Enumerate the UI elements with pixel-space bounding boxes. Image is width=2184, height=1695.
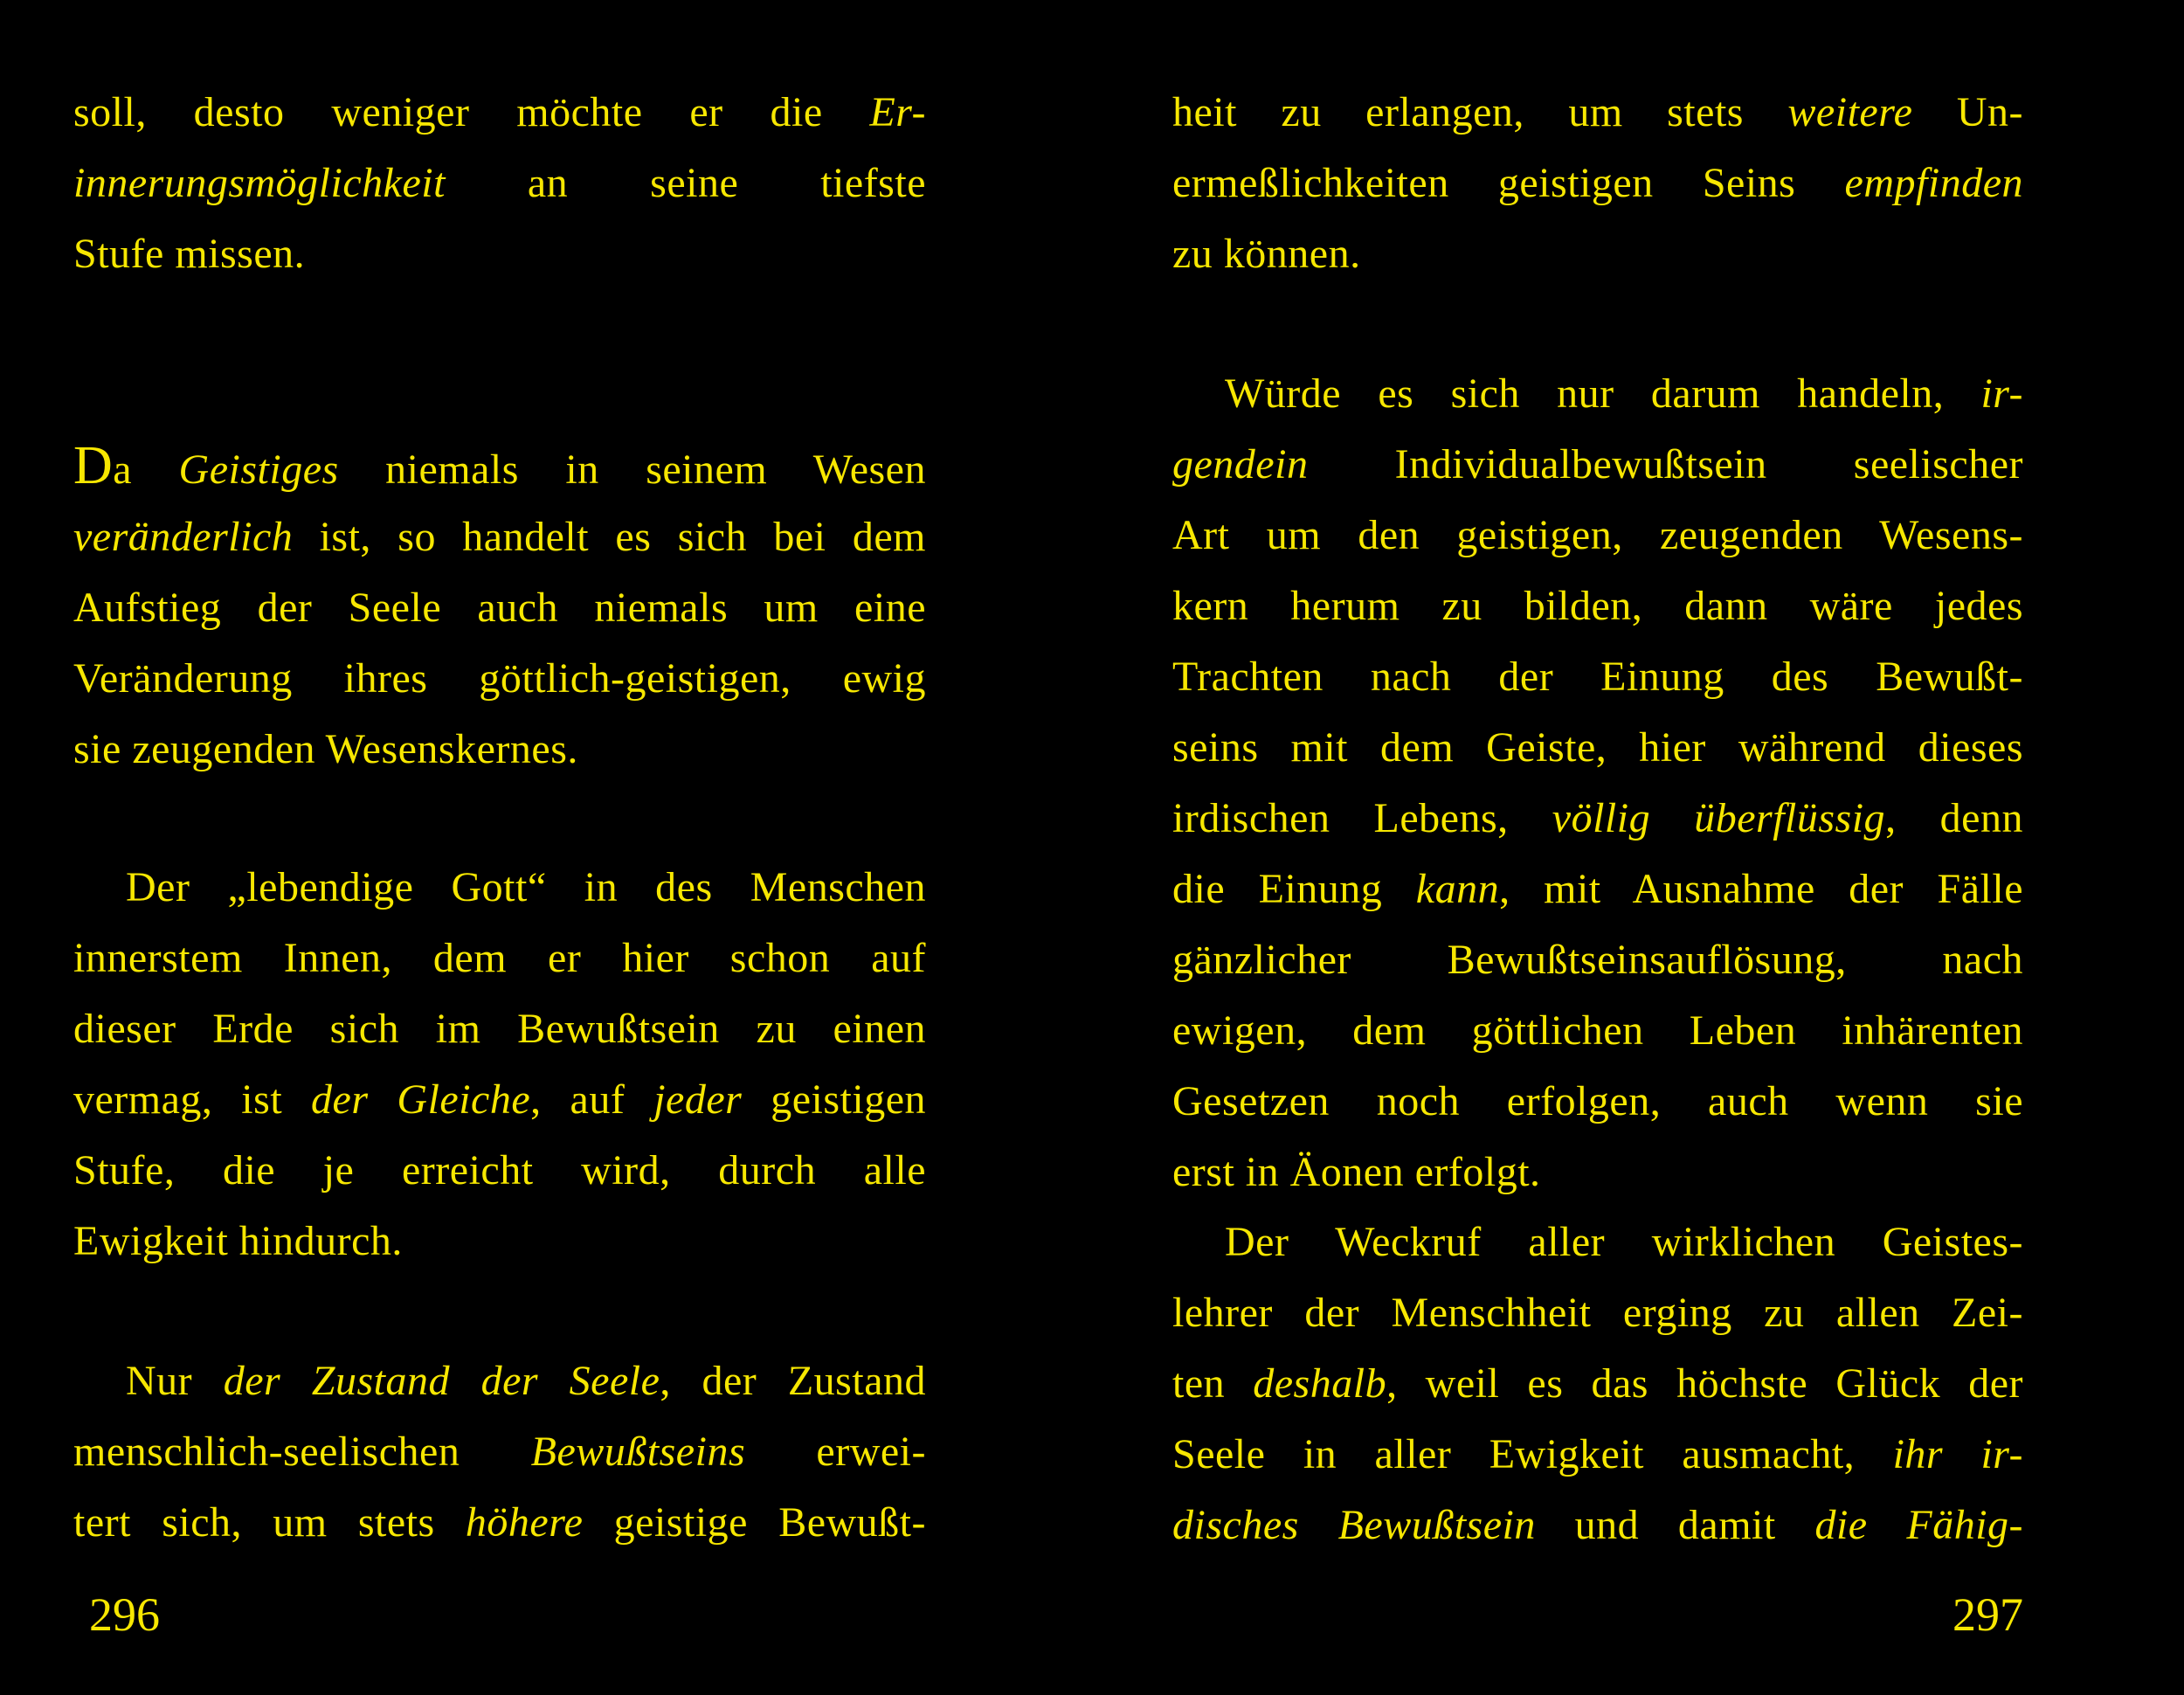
text-line: Stufe, die je erreicht wird, durch alle <box>73 1147 926 1193</box>
text-run: niemals in seinem Wesen <box>338 446 926 493</box>
text-run: , denn <box>1885 795 2023 841</box>
text-line: Der „lebendige Gott“ in des Menschen <box>126 864 926 910</box>
text-line: Gesetzen noch erfolgen, auch wenn sie <box>1172 1078 2023 1124</box>
text-run: menschlich-seelischen <box>73 1429 531 1475</box>
text-line <box>73 1346 926 1416</box>
italic-text: Bewußtseins <box>530 1429 746 1475</box>
page-number: 297 <box>1952 1588 2023 1641</box>
text-line <box>1172 783 2023 854</box>
text-line <box>1172 1348 2023 1419</box>
italic-text: empfinden <box>1844 160 2023 206</box>
text-run: , der Zustand <box>660 1358 926 1404</box>
paragraph-2 <box>73 431 926 785</box>
paragraph-3 <box>73 852 926 1276</box>
text-line <box>73 77 926 148</box>
text-run: , weil es das höchste Glück der <box>1386 1360 2024 1407</box>
text-run: a <box>113 446 179 493</box>
italic-text: veränderlich <box>73 514 294 560</box>
text-run: irdischen Lebens, <box>1172 795 1552 841</box>
text-run: ten <box>1172 1360 1254 1407</box>
text-run: soll, desto weniger möchte er die <box>73 89 870 135</box>
text-line: ewigen, dem göttlichen Leben inhärenten <box>1172 1007 2023 1054</box>
paragraph-3 <box>1172 1207 2023 1560</box>
text-line <box>1172 77 2023 148</box>
paragraph-4 <box>73 1346 926 1558</box>
text-run: , mit Ausnahme der Fälle <box>1499 866 2024 912</box>
text-line: zu können. <box>1172 231 1361 277</box>
text-line <box>73 1416 926 1487</box>
paragraph-2 <box>1172 358 2023 1207</box>
text-line: gänzlicher Bewußtseinsauflösung, nach <box>1172 937 2023 983</box>
text-line <box>1172 854 2023 924</box>
text-line: Art um den geistigen, zeugenden Wesens- <box>1172 512 2023 558</box>
italic-text: kann <box>1415 866 1500 912</box>
text-line <box>1172 358 2023 429</box>
italic-text: der Gleiche <box>311 1076 531 1123</box>
text-run: Un- <box>1912 89 2023 135</box>
italic-text: jeder <box>653 1076 743 1123</box>
italic-text: ir- <box>1980 370 2023 417</box>
text-line <box>1172 429 2023 500</box>
italic-text: innerungsmöglichkeit <box>73 160 446 206</box>
text-line <box>73 431 926 502</box>
italic-text: deshalb <box>1253 1360 1387 1407</box>
italic-text: der Zustand der Seele <box>223 1358 660 1404</box>
text-run: Seele in aller Ewigkeit ausmacht, <box>1172 1431 1893 1477</box>
text-run: ist, so handelt es sich bei dem <box>293 514 926 560</box>
text-run: ermeßlichkeiten geistigen Seins <box>1172 160 1845 206</box>
italic-text: höhere <box>465 1499 584 1546</box>
italic-text: ihr ir- <box>1892 1431 2024 1477</box>
text-run: die Einung <box>1172 866 1416 912</box>
text-line: Trachten nach der Einung des Bewußt- <box>1172 654 2023 700</box>
italic-text: Er- <box>869 89 926 135</box>
text-line: seins mit dem Geiste, hier während dieses <box>1172 724 2023 771</box>
text-line: Der Weckruf aller wirklichen Geistes- <box>1225 1219 2023 1265</box>
text-line <box>1172 1419 2023 1490</box>
text-run: geistigen <box>742 1076 927 1123</box>
text-line: sie zeugenden Wesenskernes. <box>73 726 578 772</box>
text-run: erwei- <box>745 1429 926 1475</box>
italic-text: weitere <box>1787 89 1913 135</box>
text-line: dieser Erde sich im Bewußtsein zu einen <box>73 1006 926 1052</box>
text-run: , auf <box>530 1076 654 1123</box>
italic-text: Geistiges <box>178 446 339 493</box>
text-line: Stufe missen. <box>73 231 306 277</box>
text-line: Aufstieg der Seele auch niemals um eine <box>73 585 926 631</box>
text-line: kern herum zu bilden, dann wäre jedes <box>1172 583 2023 629</box>
italic-text: völlig überflüssig <box>1552 795 1886 841</box>
text-run: geistige Bewußt- <box>583 1499 926 1546</box>
text-line <box>73 148 926 218</box>
text-line: lehrer der Menschheit erging zu allen Zei- <box>1172 1290 2023 1336</box>
text-line <box>73 1064 926 1135</box>
left-page <box>73 0 926 1695</box>
text-line <box>73 502 926 572</box>
text-line <box>1172 1490 2023 1560</box>
text-line: Ewigkeit hindurch. <box>73 1218 403 1264</box>
text-line: Veränderung ihres göttlich-geistigen, ewig <box>73 655 926 702</box>
text-run: tert sich, um stets <box>73 1499 466 1546</box>
text-run: vermag, ist <box>73 1076 312 1123</box>
text-run: Nur <box>126 1358 224 1404</box>
text-line <box>1172 148 2023 218</box>
text-run: Würde es sich nur darum handeln, <box>1225 370 1981 417</box>
text-line: innerstem Innen, dem er hier schon auf <box>73 935 926 981</box>
text-run: und damit <box>1535 1502 1815 1548</box>
italic-text: die Fähig- <box>1814 1502 2024 1548</box>
initial-letter: D <box>73 436 114 495</box>
italic-text: gendein <box>1172 441 1309 488</box>
right-page <box>1172 0 2023 1695</box>
text-run: an seine tiefste <box>445 160 926 206</box>
text-run: Individualbewußtsein seelischer <box>1308 441 2023 488</box>
paragraph-1 <box>73 77 926 289</box>
page-number: 296 <box>89 1588 160 1641</box>
text-run: heit zu erlangen, um stets <box>1172 89 1788 135</box>
italic-text: disches Bewußtsein <box>1172 1502 1536 1548</box>
text-line <box>73 1487 926 1558</box>
text-line: erst in Äonen erfolgt. <box>1172 1149 1541 1195</box>
paragraph-1 <box>1172 77 2023 289</box>
